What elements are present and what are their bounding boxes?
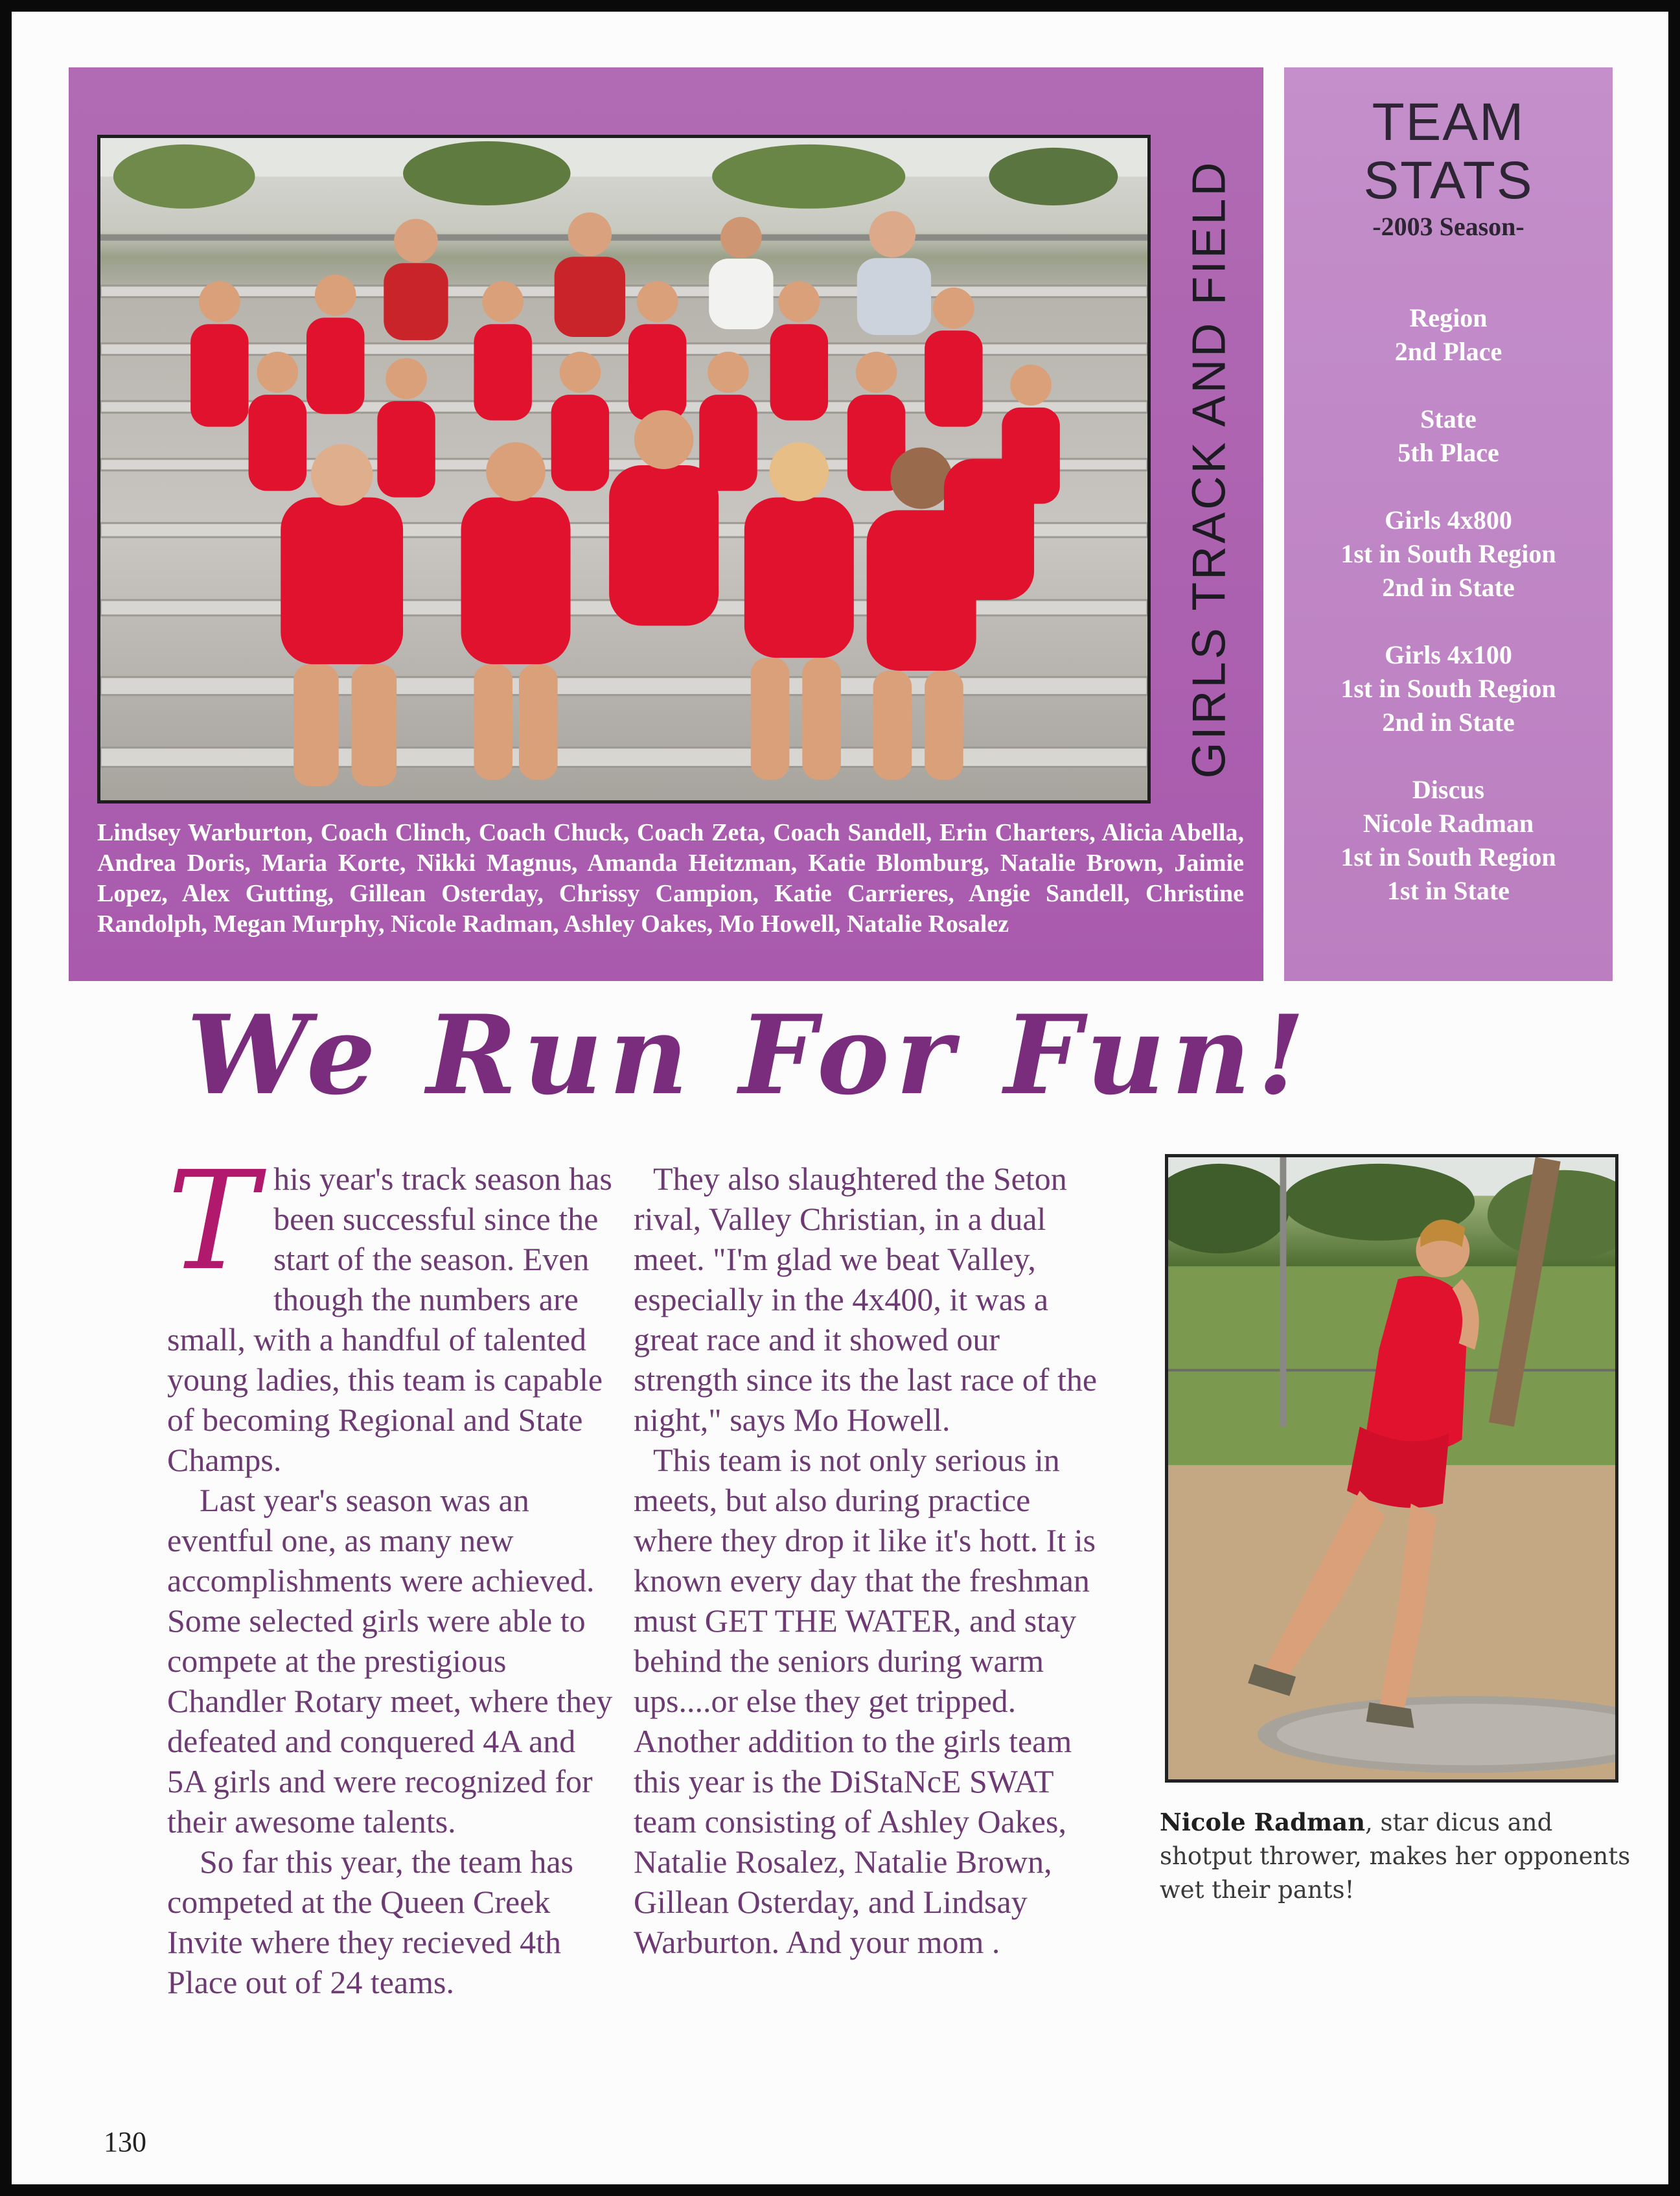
stats-list <box>1284 301 1613 908</box>
paragraph-text: his year's track season has been successful since the start of the season. Even though the numbers are small, with a handful of talented young ladies, this team is capable of becoming Regional and State Champs. <box>167 1161 612 1478</box>
drop-cap: T <box>167 1142 259 1300</box>
vertical-section-title <box>1170 132 1248 806</box>
stats-season: -2003 Season- <box>1372 212 1525 241</box>
section-title-text: GIRLS TRACK AND FIELD <box>1183 159 1236 779</box>
stat-line: 1st in South Region <box>1341 674 1556 703</box>
team-photo-illustration <box>100 138 1147 800</box>
stat-line: 5th Place <box>1398 438 1499 467</box>
team-photo <box>97 135 1151 803</box>
team-stats-box <box>1284 67 1613 981</box>
article-paragraph: Last year's season was an eventful one, as many new accomplishments were achieved. Some selected girls were able to compete at the prestigious Chandler Rotary meet, where they defeated and conquered 4A and 5A girls and were recognized for their awesome talents. <box>167 1482 613 1840</box>
article-column-1 <box>167 1142 621 2002</box>
stat-line: 1st in South Region <box>1341 842 1556 872</box>
stat-state <box>1284 402 1613 470</box>
stat-discus <box>1284 773 1613 908</box>
article-column-2 <box>634 1159 1100 1962</box>
stat-line: 2nd Place <box>1394 337 1502 366</box>
stat-line: Discus <box>1412 775 1485 804</box>
shotput-illustration <box>1168 1157 1615 1779</box>
article-paragraph: So far this year, the team has competed at the Queen Creek Invite where they recieved 4th Place out of 24 teams. <box>167 1843 573 2000</box>
stat-4x100 <box>1284 638 1613 739</box>
yearbook-page <box>12 12 1668 2184</box>
article-headline: We Run For Fun! <box>187 991 1312 1119</box>
stat-line: Region <box>1409 303 1488 332</box>
shotput-caption <box>1160 1805 1652 1907</box>
stat-line: Girls 4x100 <box>1385 640 1512 669</box>
stat-line: 2nd in State <box>1382 708 1515 737</box>
shotput-photo <box>1165 1154 1618 1783</box>
article-paragraph: This team is not only serious in meets, but also during practice where they drop it like it's hott. It is known every day that the freshman must GET THE WATER, and stay behind the seniors during warm ups....or else they get tripped. Another addition to the girls team this year is the DiStaNcE SWAT team consisting of Ashley Oakes, Natalie Rosalez, Natalie Brown, Gillean Osterday, and Lindsay Warburton. And your mom . <box>634 1442 1096 1960</box>
page-number: 130 <box>104 2126 146 2158</box>
stat-line: 2nd in State <box>1382 573 1515 602</box>
stat-line: State <box>1420 404 1477 433</box>
stat-line: Nicole Radman <box>1363 809 1534 838</box>
stats-title: TEAM STATS <box>1363 93 1534 210</box>
stat-line: Girls 4x800 <box>1385 505 1512 535</box>
stat-region <box>1284 301 1613 369</box>
article-paragraph: They also slaughtered the Seton rival, Valley Christian, in a dual meet. "I'm glad we beat Valley, especially in the 4x400, it was a great race and it showed our strength since its the last race of the night," says Mo Howell. <box>634 1161 1098 1438</box>
article-paragraph <box>167 1142 621 1480</box>
stat-line: 1st in State <box>1387 876 1510 905</box>
caption-text: , star dicus and shotput thrower, makes her opponents wet their pants! <box>1160 1809 1631 1904</box>
stat-line: 1st in South Region <box>1341 539 1556 568</box>
stat-4x800 <box>1284 503 1613 605</box>
caption-athlete-name: Nicole Radman <box>1160 1808 1366 1836</box>
team-photo-panel <box>69 67 1263 981</box>
team-photo-caption: Lindsey Warburton, Coach Clinch, Coach Chuck, Coach Zeta, Coach Sandell, Erin Charters, Alicia Abella, Andrea Doris, Maria Korte, Nikki Magnus, Amanda Heitzman, Katie Blomburg, Natalie Brown, Jaimie Lopez, Alex Gutting, Gillean Osterday, Chrissy Campion, Katie Carrieres, Angie Sandell, Christine Randolph, Megan Murphy, Nicole Radman, Ashley Oakes, Mo Howell, Natalie Rosalez <box>97 819 1244 938</box>
